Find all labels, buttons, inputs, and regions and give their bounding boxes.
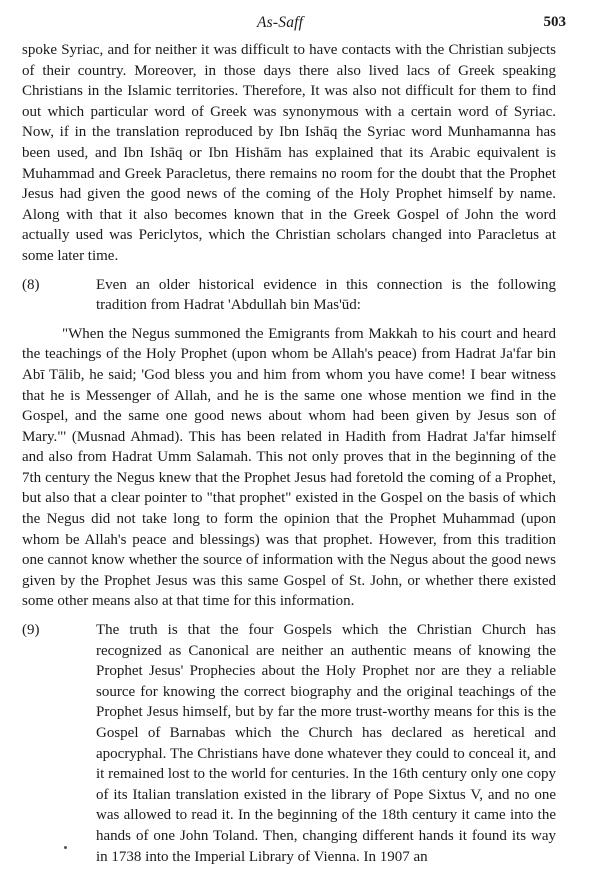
quoted-tradition-paragraph: "When the Negus summoned the Emigrants from Makkah to his court and heard the teachings of the Holy Prophet (upon whom be Allah's peace) from Hadrat Ja'far bin Abī Tālib, he said; 'God bless you and him from whom you have come! I bear witness that he is Messenger of Allah, and he is the same one whose mention we find in the Gospel, and the same one good news about whom had been given by Jesus son of Mary."' (Musnad Ahmad). This has been related in Hadith from Hadrat Ja'far himself and also from Hadrat Umm Salamah. This not only proves that in the beginning of the 7th century the Negus knew that the Prophet Jesus had foretold the coming of a Prophet, but also that a clear pointer to "that prophet" existed in the Gospel on the basis of which the Negus did not take long to form the opinion that the Prophet Muhammad (upon whom be Allah's peace and blessings) was that prophet. However, from this tradition one cannot know whether the source of information with the Negus about the good news given by the Prophet Jesus was this same Gospel of St. John, or whether there existed some other means also at that time for this information. (22, 325, 556, 610)
numbered-paragraph-8 (22, 275, 556, 316)
chapter-title: As-Saff (257, 14, 304, 31)
paragraph-number: (8) (22, 276, 40, 293)
paragraph-text: The truth is that the four Gospels which the Christian Church has recognized as Canonical are neither an authentic means of knowing the Prophet Jesus' Prophecies about the Holy Prophet nor are they a reliable source for knowing the correct biography and the original teachings of the Prophet Jesus himself, but by far the more trust-worthy means for this is the Gospel of Barnabas which the Church has declared as heretical and apocryphal. The Christians have done whatever they could to conceal it, and it remained lost to the world for centuries. In the 16th century only one copy of its Italian translation existed in the library of Pope Sixtus V, and no one was allowed to read it. In the beginning of the 18th century it came into the hands of one John Toland. Then, changing different hands it found its way in 1738 into the Imperial Library of Vienna. In 1907 an (96, 622, 556, 865)
numbered-paragraph-9 (22, 620, 556, 867)
paragraph-text: Even an older historical evidence in this connection is the following tradition from Hadrat 'Abdullah bin Mas'ūd: (96, 276, 556, 314)
stray-mark (64, 846, 67, 849)
paragraph-number: (9) (22, 622, 40, 639)
running-head (0, 6, 600, 32)
intro-paragraph: spoke Syriac, and for neither it was difficult to have contacts with the Christian subjects of their country. Moreover, in those days there also lived lacs of Greek speaking Christians in the Islamic territories. Therefore, It was also not difficult for them to find out which particular word of Greek was synonymous with a certain word of Syriac. Now, if in the translation reproduced by Ibn Ishāq the Syriac word Munhamanna has been used, and Ibn Ishāq or Ibn Hishām has explained that its Arabic equivalent is Muhammad and Greek Paracletus, there remains no room for the doubt that the Prophet Jesus had given the good news of the coming of the Holy Prophet himself by name. Along with that it also becomes known that in the Greek Gospel of John the word actually used was Periclytos, which the Christian scholars changed into Paracletus at some later time. (22, 42, 556, 264)
page-body (22, 40, 556, 875)
page-number: 503 (543, 14, 566, 30)
